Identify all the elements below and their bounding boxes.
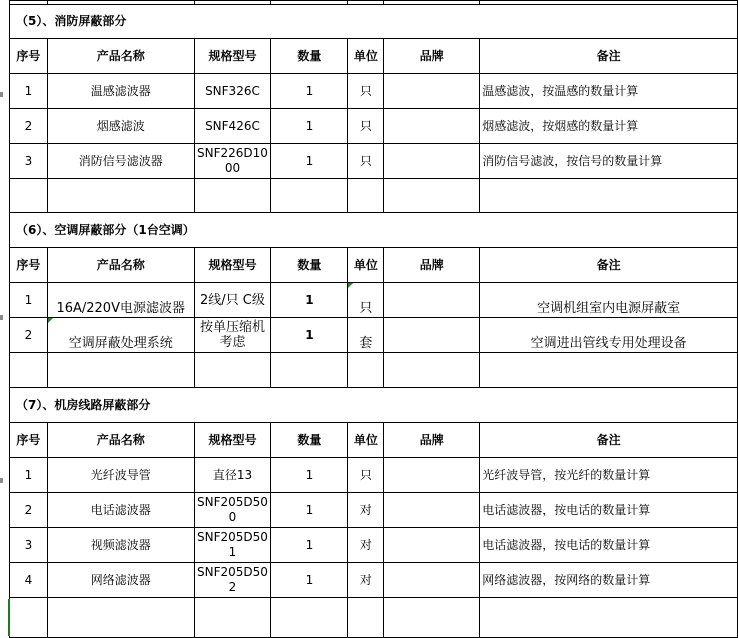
header-cell-index[interactable]: 序号 bbox=[10, 39, 48, 74]
row-edge-marker bbox=[0, 92, 3, 97]
header-cell-remark[interactable]: 备注 bbox=[480, 39, 738, 74]
header-cell-name[interactable]: 产品名称 bbox=[47, 423, 194, 458]
cell-model[interactable]: SNF426C bbox=[194, 109, 271, 144]
table-cell[interactable] bbox=[194, 353, 271, 388]
header-cell-model[interactable]: 规格型号 bbox=[194, 248, 271, 283]
cell-remark[interactable]: 光纤波导管，按光纤的数量计算 bbox=[480, 458, 738, 493]
cell-remark[interactable]: 空调机组室内电源屏蔽室 bbox=[480, 283, 738, 318]
section-title[interactable]: （5）、消防屏蔽部分 bbox=[10, 5, 738, 39]
section-title-row bbox=[10, 5, 738, 39]
table-cell[interactable] bbox=[10, 598, 48, 638]
cell-name[interactable]: 光纤波导管 bbox=[47, 458, 194, 493]
header-cell-index[interactable]: 序号 bbox=[10, 248, 48, 283]
cell-index[interactable]: 3 bbox=[10, 528, 48, 563]
cell-brand[interactable] bbox=[384, 318, 480, 353]
cell-name[interactable]: 空调屏蔽处理系统 bbox=[47, 318, 194, 353]
section-title-row bbox=[10, 213, 738, 248]
table-cell[interactable] bbox=[47, 179, 194, 213]
cell-model[interactable]: 2线/只 C级 bbox=[194, 283, 271, 318]
cell-name[interactable]: 电话滤波器 bbox=[47, 493, 194, 528]
table-cell[interactable] bbox=[271, 179, 348, 213]
table-row bbox=[10, 458, 738, 493]
table-row bbox=[10, 318, 738, 353]
cell-qty[interactable]: 1 bbox=[271, 283, 348, 318]
cell-model[interactable]: 按单压缩机考虑 bbox=[194, 318, 271, 353]
table-cell[interactable] bbox=[480, 598, 738, 638]
cell-model[interactable]: SNF326C bbox=[194, 74, 271, 109]
cell-unit[interactable]: 只 bbox=[348, 109, 384, 144]
header-row bbox=[10, 248, 738, 283]
table-cell[interactable] bbox=[384, 179, 480, 213]
table-cell[interactable] bbox=[480, 353, 738, 388]
table-cell[interactable] bbox=[348, 179, 384, 213]
cell-name[interactable]: 16A/220V电源滤波器 bbox=[47, 283, 194, 318]
cell-brand[interactable] bbox=[384, 74, 480, 109]
cell-name[interactable]: 烟感滤波 bbox=[47, 109, 194, 144]
cell-unit[interactable]: 对 bbox=[348, 528, 384, 563]
cell-remark[interactable]: 电话滤波器，按电话的数量计算 bbox=[480, 493, 738, 528]
cell-name[interactable]: 消防信号滤波器 bbox=[47, 144, 194, 179]
header-cell-qty[interactable]: 数量 bbox=[271, 39, 348, 74]
table-cell[interactable] bbox=[10, 179, 48, 213]
cell-qty[interactable]: 1 bbox=[271, 458, 348, 493]
table-cell[interactable] bbox=[348, 353, 384, 388]
cell-brand[interactable] bbox=[384, 458, 480, 493]
cell-brand[interactable] bbox=[384, 528, 480, 563]
cell-remark[interactable]: 温感滤波，按温感的数量计算 bbox=[480, 74, 738, 109]
cell-qty[interactable]: 1 bbox=[271, 563, 348, 598]
header-cell-brand[interactable]: 品牌 bbox=[384, 423, 480, 458]
cell-index[interactable]: 1 bbox=[10, 74, 48, 109]
header-cell-unit[interactable]: 单位 bbox=[348, 423, 384, 458]
cell-brand[interactable] bbox=[384, 109, 480, 144]
cell-brand[interactable] bbox=[384, 144, 480, 179]
cell-name[interactable]: 网络滤波器 bbox=[47, 563, 194, 598]
selection-indicator bbox=[8, 599, 10, 636]
header-cell-brand[interactable]: 品牌 bbox=[384, 248, 480, 283]
row-edge-marker bbox=[0, 315, 3, 320]
header-cell-remark[interactable]: 备注 bbox=[480, 248, 738, 283]
cell-qty[interactable]: 1 bbox=[271, 109, 348, 144]
table-cell[interactable] bbox=[47, 598, 194, 638]
header-cell-name[interactable]: 产品名称 bbox=[47, 39, 194, 74]
cell-model[interactable]: 直径13 bbox=[194, 458, 271, 493]
header-row bbox=[10, 39, 738, 74]
cell-unit[interactable]: 套 bbox=[348, 318, 384, 353]
table-row bbox=[10, 144, 738, 179]
cell-model[interactable]: SNF205D500 bbox=[194, 493, 271, 528]
table-row bbox=[10, 528, 738, 563]
table-cell[interactable] bbox=[348, 598, 384, 638]
cell-brand[interactable] bbox=[384, 493, 480, 528]
cell-model[interactable]: SNF205D501 bbox=[194, 528, 271, 563]
table-cell[interactable] bbox=[271, 598, 348, 638]
table-row bbox=[10, 493, 738, 528]
table-row bbox=[10, 179, 738, 213]
table-cell[interactable] bbox=[47, 353, 194, 388]
cell-unit[interactable]: 只 bbox=[348, 74, 384, 109]
cell-unit[interactable]: 只 bbox=[348, 144, 384, 179]
cell-index[interactable]: 1 bbox=[10, 458, 48, 493]
header-cell-index[interactable]: 序号 bbox=[10, 423, 48, 458]
table-row bbox=[10, 563, 738, 598]
table-cell[interactable] bbox=[194, 179, 271, 213]
cell-remark[interactable]: 电话滤波器，按电话的数量计算 bbox=[480, 528, 738, 563]
cell-qty[interactable]: 1 bbox=[271, 528, 348, 563]
cell-model[interactable]: SNF205D502 bbox=[194, 563, 271, 598]
table-cell[interactable] bbox=[194, 598, 271, 638]
cell-remark[interactable]: 消防信号滤波，按信号的数量计算 bbox=[480, 144, 738, 179]
cell-index[interactable]: 4 bbox=[10, 563, 48, 598]
cell-name[interactable]: 温感滤波器 bbox=[47, 74, 194, 109]
table-cell[interactable] bbox=[480, 179, 738, 213]
section-title-row bbox=[10, 388, 738, 423]
cell-index[interactable]: 2 bbox=[10, 109, 48, 144]
cell-qty[interactable]: 1 bbox=[271, 318, 348, 353]
table-cell[interactable] bbox=[10, 353, 48, 388]
row-edge-marker bbox=[0, 478, 3, 483]
cell-brand[interactable] bbox=[384, 563, 480, 598]
cell-remark[interactable]: 网络滤波器，按网络的数量计算 bbox=[480, 563, 738, 598]
table-cell[interactable] bbox=[384, 353, 480, 388]
cell-name[interactable]: 视频滤波器 bbox=[47, 528, 194, 563]
cell-unit[interactable]: 只 bbox=[348, 458, 384, 493]
header-cell-unit[interactable]: 单位 bbox=[348, 248, 384, 283]
header-cell-model[interactable]: 规格型号 bbox=[194, 39, 271, 74]
cell-unit[interactable]: 对 bbox=[348, 563, 384, 598]
cell-index[interactable]: 2 bbox=[10, 318, 48, 353]
cell-qty[interactable]: 1 bbox=[271, 144, 348, 179]
cell-index[interactable]: 3 bbox=[10, 144, 48, 179]
header-row bbox=[10, 423, 738, 458]
section-title[interactable]: （7）、机房线路屏蔽部分 bbox=[10, 388, 738, 423]
table-row bbox=[10, 74, 738, 109]
table-cell[interactable] bbox=[271, 353, 348, 388]
table-row bbox=[10, 283, 738, 318]
header-cell-brand[interactable]: 品牌 bbox=[384, 39, 480, 74]
cell-unit[interactable]: 对 bbox=[348, 493, 384, 528]
table-row bbox=[10, 353, 738, 388]
cell-qty[interactable]: 1 bbox=[271, 493, 348, 528]
section-title[interactable]: （6）、空调屏蔽部分（1台空调） bbox=[10, 213, 738, 248]
cell-unit[interactable]: 只 bbox=[348, 283, 384, 318]
header-cell-unit[interactable]: 单位 bbox=[348, 39, 384, 74]
header-cell-qty[interactable]: 数量 bbox=[271, 248, 348, 283]
cell-index[interactable]: 2 bbox=[10, 493, 48, 528]
header-cell-remark[interactable]: 备注 bbox=[480, 423, 738, 458]
spreadsheet-grid bbox=[9, 0, 738, 638]
table-row bbox=[10, 598, 738, 638]
cell-remark[interactable]: 烟感滤波，按烟感的数量计算 bbox=[480, 109, 738, 144]
cell-index[interactable]: 1 bbox=[10, 283, 48, 318]
header-cell-model[interactable]: 规格型号 bbox=[194, 423, 271, 458]
header-cell-qty[interactable]: 数量 bbox=[271, 423, 348, 458]
cell-qty[interactable]: 1 bbox=[271, 74, 348, 109]
cell-brand[interactable] bbox=[384, 283, 480, 318]
table-row bbox=[10, 109, 738, 144]
cell-model[interactable]: SNF226D1000 bbox=[194, 144, 271, 179]
header-cell-name[interactable]: 产品名称 bbox=[47, 248, 194, 283]
table-cell[interactable] bbox=[384, 598, 480, 638]
cell-remark[interactable]: 空调进出管线专用处理设备 bbox=[480, 318, 738, 353]
